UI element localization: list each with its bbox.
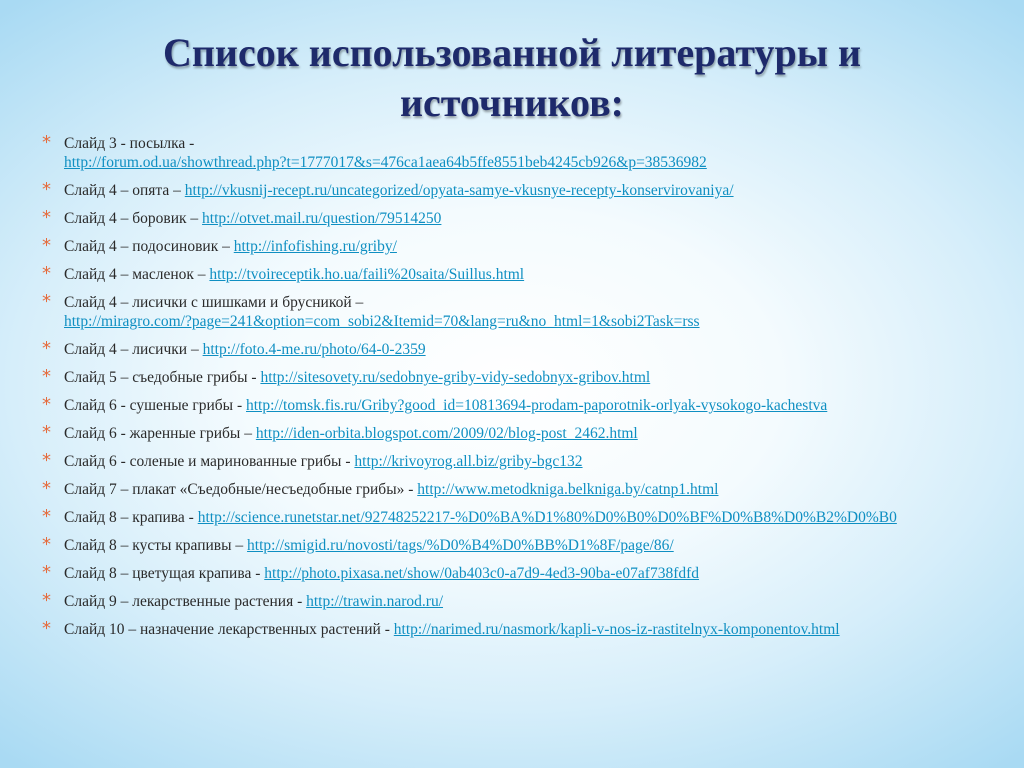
reference-link[interactable]: http://otvet.mail.ru/question/79514250 xyxy=(202,210,442,227)
reference-link[interactable]: http://smigid.ru/novosti/tags/%D0%B4%D0%BB%D1%8F/page/86/ xyxy=(247,537,674,554)
reference-item xyxy=(42,368,982,387)
reference-label: Слайд 4 – лисички с шишками и брусникой – xyxy=(64,294,364,311)
reference-link[interactable]: http://narimed.ru/nasmork/kapli-v-nos-iz-rastitelnyx-komponentov.html xyxy=(393,621,840,638)
bullet-icon: * xyxy=(42,263,51,284)
bullet-icon: * xyxy=(42,291,51,312)
reference-label: Слайд 5 – съедобные грибы - xyxy=(64,369,257,386)
bullet-icon: * xyxy=(42,394,51,415)
slide-title: Список использованной литературы и источников: xyxy=(162,30,862,125)
reference-item xyxy=(42,508,982,527)
reference-item xyxy=(42,480,982,499)
bullet-icon: * xyxy=(42,422,51,443)
reference-label: Слайд 4 – подосиновик – xyxy=(64,238,230,255)
reference-item xyxy=(42,209,982,228)
reference-label: Слайд 8 – цветущая крапива - xyxy=(64,565,261,582)
reference-item xyxy=(42,265,982,284)
reference-link[interactable]: http://krivoyrog.all.biz/griby-bgc132 xyxy=(354,453,583,470)
bullet-icon: * xyxy=(42,207,51,228)
reference-link[interactable]: http://science.runetstar.net/92748252217-%D0%BA%D1%80%D0%B0%D0%BF%D0%B8%D0%B2%D0%B0 xyxy=(197,509,897,526)
reference-item xyxy=(42,452,982,471)
reference-label: Слайд 4 – лисички – xyxy=(64,341,199,358)
reference-label: Слайд 4 – боровик – xyxy=(64,210,199,227)
bullet-icon: * xyxy=(42,618,51,639)
reference-label: Слайд 6 - соленые и маринованные грибы - xyxy=(64,453,351,470)
reference-item xyxy=(42,181,982,200)
reference-label: Слайд 6 - сушеные грибы - xyxy=(64,397,243,414)
reference-label: Слайд 3 - посылка - xyxy=(64,135,195,152)
reference-link[interactable]: http://miragro.com/?page=241&option=com_sobi2&Itemid=70&lang=ru&no_html=1&sobi2Task=rss xyxy=(64,313,700,330)
reference-item xyxy=(42,340,982,359)
reference-link[interactable]: http://infofishing.ru/griby/ xyxy=(233,238,397,255)
bullet-icon: * xyxy=(42,338,51,359)
reference-item xyxy=(42,237,982,256)
bullet-icon: * xyxy=(42,366,51,387)
reference-item xyxy=(42,592,982,611)
reference-label: Слайд 9 – лекарственные растения - xyxy=(64,593,303,610)
bullet-icon: * xyxy=(42,235,51,256)
reference-item xyxy=(42,536,982,555)
bullet-icon: * xyxy=(42,590,51,611)
reference-item xyxy=(42,293,982,331)
reference-label: Слайд 6 - жаренные грибы – xyxy=(64,425,252,442)
bullet-icon: * xyxy=(42,132,51,153)
reference-label: Слайд 4 – опята – xyxy=(64,182,181,199)
reference-list xyxy=(42,134,982,639)
reference-label: Слайд 7 – плакат «Съедобные/несъедобные грибы» - xyxy=(64,481,414,498)
reference-label: Слайд 8 – крапива - xyxy=(64,509,194,526)
reference-label: Слайд 10 – назначение лекарственных растений - xyxy=(64,621,390,638)
bullet-icon: * xyxy=(42,534,51,555)
reference-item xyxy=(42,564,982,583)
reference-link[interactable]: http://vkusnij-recept.ru/uncategorized/opyata-samye-vkusnye-recepty-konservirovaniya/ xyxy=(184,182,734,199)
bullet-icon: * xyxy=(42,179,51,200)
reference-link[interactable]: http://photo.pixasa.net/show/0ab403c0-a7d9-4ed3-90ba-e07af738fdfd xyxy=(264,565,700,582)
reference-link[interactable]: http://trawin.narod.ru/ xyxy=(306,593,444,610)
reference-item xyxy=(42,620,982,639)
reference-link[interactable]: http://foto.4-me.ru/photo/64-0-2359 xyxy=(202,341,426,358)
bullet-icon: * xyxy=(42,478,51,499)
bullet-icon: * xyxy=(42,450,51,471)
reference-link[interactable]: http://tomsk.fis.ru/Griby?good_id=10813694-prodam-paporotnik-orlyak-vysokogo-kachestva xyxy=(246,397,828,414)
reference-item xyxy=(42,424,982,443)
reference-item xyxy=(42,396,982,415)
reference-label: Слайд 4 – масленок – xyxy=(64,266,206,283)
reference-link[interactable]: http://tvoireceptik.ho.ua/faili%20saita/Suillus.html xyxy=(209,266,525,283)
reference-link[interactable]: http://sitesovety.ru/sedobnye-griby-vidy-sedobnyx-gribov.html xyxy=(260,369,651,386)
reference-link[interactable]: http://www.metodkniga.belkniga.by/catnp1.html xyxy=(417,481,719,498)
reference-label: Слайд 8 – кусты крапивы – xyxy=(64,537,244,554)
bullet-icon: * xyxy=(42,506,51,527)
reference-link[interactable]: http://forum.od.ua/showthread.php?t=1777017&s=476ca1aea64b5ffe8551beb4245cb926&p=38536982 xyxy=(64,154,707,171)
reference-item xyxy=(42,134,982,172)
bullet-icon: * xyxy=(42,562,51,583)
reference-link[interactable]: http://iden-orbita.blogspot.com/2009/02/blog-post_2462.html xyxy=(255,425,638,442)
